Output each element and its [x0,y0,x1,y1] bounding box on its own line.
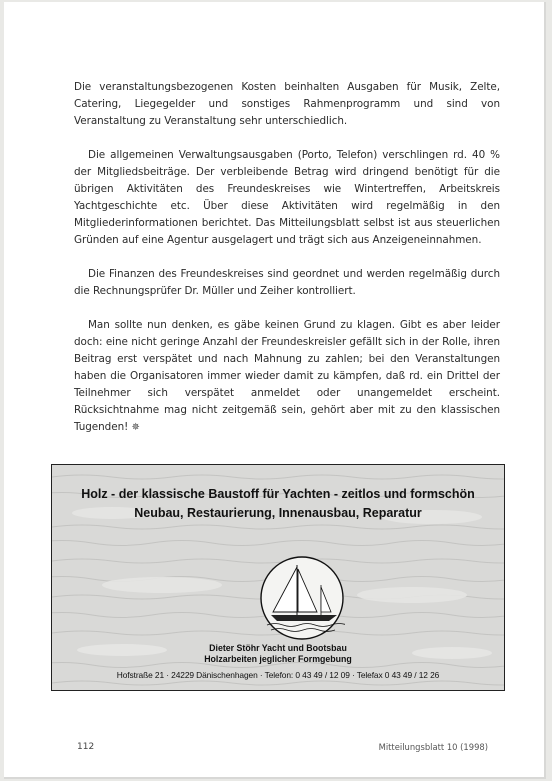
company-name: Dieter Stöhr Yacht und Bootsbau [209,643,347,653]
publication-name: Mitteilungsblatt 10 (1998) [378,742,488,752]
paragraph-complaints [74,317,500,436]
advertisement-box [51,464,505,691]
ad-services: Neubau, Restaurierung, Innenausbau, Reparatur [134,506,422,520]
paragraph-finances: Die Finanzen des Freundeskreises sind geordnet und werden regelmäßig durch die Rechnungsprüfer Dr. Müller und Zeiher kontrolliert. [74,268,500,297]
article-body [74,79,500,453]
end-mark-icon: ✵ [131,422,140,433]
paragraph-costs: Die veranstaltungsbezogenen Kosten beinhalten Ausgaben für Musik, Zelte, Catering, Liegegelder und sonstiges Rahmenprogramm und sind von Veranstaltung zu Veranstaltung sehr unterschiedlich. [74,81,500,127]
company-address: Hofstraße 21 · 24229 Dänischenhagen · Telefon: 0 43 49 / 12 09 · Telefax 0 43 49 / 12 26 [116,670,440,680]
paragraph-administration: Die allgemeinen Verwaltungsausgaben (Porto, Telefon) verschlingen rd. 40 % der Mitgliedsbeiträge. Der verbleibende Betrag wird dringend benötigt für die übrigen Aktivitäten des Freundeskreises wie Wintertreffen, Arbeitskreis Yachtgeschichte etc. Über diese Aktivitäten wird regelmäßig in den Mitgliederinformationen berichtet. Das Mitteilungsblatt selbst ist aus steuerlichen Gründen auf eine Agentur ausgelagert und trägt sich aus Anzeigeneinnahmen. [74,149,500,246]
company-tagline: Holzarbeiten jeglicher Formgebung [204,654,352,664]
document-page [4,2,546,779]
sailboat-icon [259,555,345,641]
page-number: 112 [77,742,95,752]
paragraph-complaints-text: Man sollte nun denken, es gäbe keinen Grund zu klagen. Gibt es aber leider doch: eine nicht geringe Anzahl der Freundeskreisler gefällt sich in der Rolle, ihren Beitrag erst verspätet und nach Mahnung zu zahlen; bei den Veranstaltungen haben die Organisatoren immer wieder damit zu kämpfen, daß rd. ein Drittel der Teilnehmer sich verspätet anmeldet oder unangemeldet erscheint. Rücksichtnahme mag nicht zeitgemäß sein, gehört aber mit zu den klassischen Tugenden! [74,319,500,433]
ad-headline: Holz - der klassische Baustoff für Yachten - zeitlos und formschön [81,487,475,501]
